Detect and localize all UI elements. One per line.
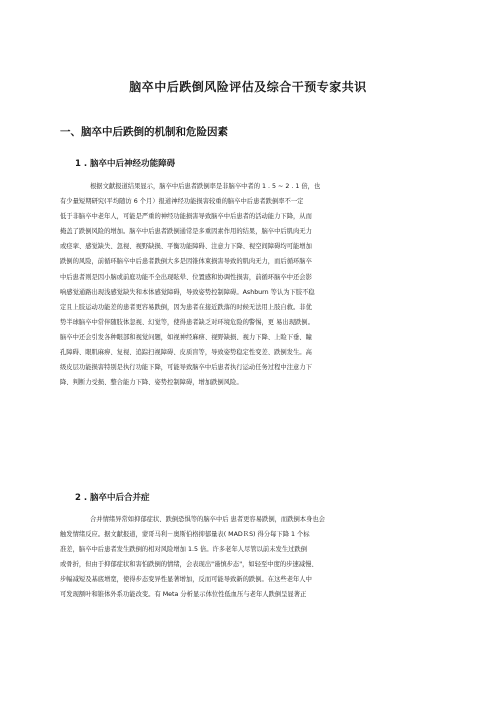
paragraph-line: 准差，脑卒中后患者发生跌倒的相对风险增加 1.5 倍。许多老年人尽管以前未发生过跌倒 <box>60 546 308 554</box>
paragraph-line: 定且上肢运动功能差的患者更容易跌倒，因为患者在接近跌落的时候无法用上肢自救。非优 <box>60 303 312 311</box>
paragraph-line: 或骨折，但由于抑郁症状和害怕跌倒的情绪，会表现出"谨慎步态"，如轻至中度的步速减慢、 <box>60 561 318 569</box>
paragraph-line: 孔障碍、眼肌麻痹、复视、追踪扫视障碍、皮质盲等，导致姿势稳定性变差、跌倒发生。高 <box>60 349 312 357</box>
paragraph-line: 脑卒中还会引发各种眼部和视觉问题，如视神经麻痹、视野缺损、视力下降、上睑下垂、瞳 <box>60 333 312 341</box>
paragraph-line: 根据文献报道结果显示，脑卒中后患者跌倒率是非脑卒中者的 1 . 5 ~ 2 . 1 倍，也 <box>90 183 321 190</box>
paragraph-line: 中后患者则是因小脑或前庭功能不全出现眩晕、位置感和协调性损害，前循环脑卒中还会影 <box>60 273 312 281</box>
paragraph-line: 降、判断力受损、整合能力下降、姿势控制障碍，增加跌倒风险。 <box>60 379 243 387</box>
paragraph-line: 可发现额叶和锥体外系功能改变。有 Meta 分析显示体位性低血压与老年人跌倒呈显著正 <box>60 591 307 599</box>
document-title: 脑卒中后跌倒风险评估及综合干预专家共识 <box>129 80 367 94</box>
subsection-heading-comorbidities: 2 . 脑卒中后合并症 <box>75 493 150 503</box>
paragraph-line: 级皮层功能损害特别是执行功能下降，可能导致脑卒中后患者执行运动任务过程中注意力下 <box>60 364 312 372</box>
paragraph-line: 响感觉通路出现浅感觉缺失和本体感觉障碍，导致姿势控制障碍。Ashburn 等认为下肢不稳 <box>60 288 315 296</box>
paragraph-line: 低于非脑卒中老年人，可能是严重的神经功能损害导致脑卒中后患者的活动能力下降，从而 <box>60 213 312 221</box>
subsection-heading-neurological: 1 . 脑卒中后神经功能障碍 <box>75 159 176 169</box>
paragraph-line: 触发情绪反应。据文献报道，蒙哥马利－奥斯伯格抑郁量表( MADＲS) 得分每下降 1 个标 <box>60 531 310 539</box>
paragraph-line: 步幅减短及基底增宽，使得步态变异性显著增加，反而可能导致新的跌倒。在这些老年人中 <box>60 576 312 584</box>
paragraph-line: 势半球脑卒中常伴随肢体忽视、幻觉等，使得患者缺乏对环境危险的警惕，更 易出现跌倒。 <box>60 318 314 326</box>
paragraph-line: 或痉挛、感觉缺失、忽视、视野缺损、平衡功能障碍、注意力下降、视空间障碍均可能增加 <box>60 243 312 251</box>
paragraph-line: 有少量短期研究(平均随访 6 个月）报道神经功能损害较重的脑卒中后患者跌倒率不一定 <box>60 198 304 206</box>
section-heading: 一、脑卒中后跌倒的机制和危险因素 <box>60 126 228 138</box>
paragraph-line: 跌倒的风险，前循环脑卒中后患者跌倒大多是因锥体束损害导致的肌肉无力，而后循环脑卒 <box>60 258 312 266</box>
paragraph-comorbidities <box>60 512 325 603</box>
paragraph-neurological <box>60 179 320 390</box>
paragraph-line: 合并情绪异常如抑郁症状、跌倒恐惧等的脑卒中后 患者更容易跌倒，而跌倒本身也会 <box>90 516 325 523</box>
paragraph-line: 掩盖了跌倒风险的增加。脑卒中后患者跌倒通常是多重因素作用的结果，脑卒中后肌肉无力 <box>60 228 312 236</box>
